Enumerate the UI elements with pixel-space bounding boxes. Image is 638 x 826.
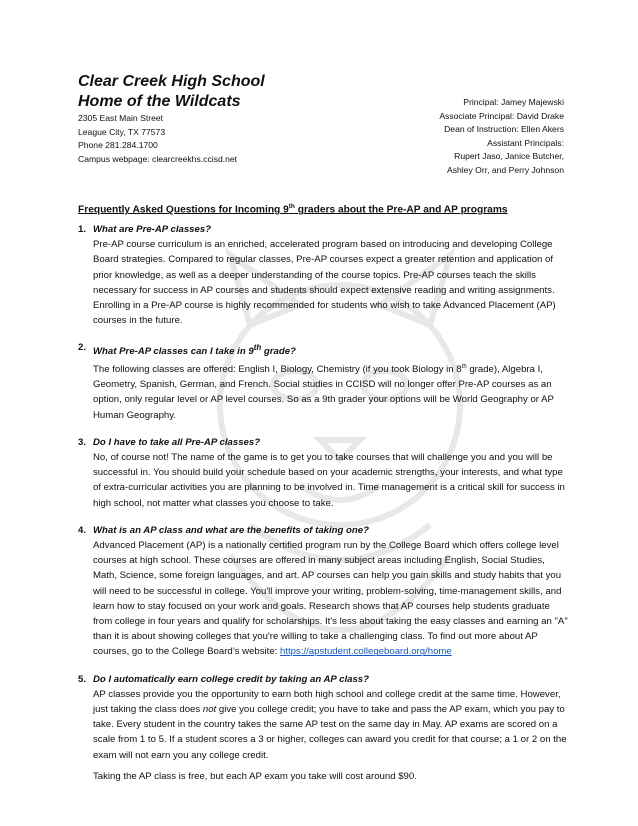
faq-item-2 (78, 340, 568, 422)
faq-question: What is an AP class and what are the benefits of taking one? (93, 524, 369, 536)
faq-question: Do I have to take all Pre-AP classes? (93, 436, 261, 448)
school-name: Clear Creek High School (78, 73, 265, 90)
phone: Phone 281.284.1700 (78, 140, 158, 150)
faq-answer: Pre-AP course curriculum is an enriched, accelerated program based on introducing and developing College Board strategies. Compared to regular classes, Pre-AP courses expect a greater retention and application of prior knowledge, as well as a deeper understanding of the course topics. Pre-AP courses teach the skills necessary for success in AP courses and students should expect extensive reading and writing assignments. Enrolling in a Pre-AP course is highly recommended for students who wish to take Advanced Placement (AP) courses in the future. (93, 239, 556, 327)
faq-question: Do I automatically earn college credit by taking an AP class? (93, 673, 369, 685)
faq-item-3 (78, 435, 568, 511)
principal: Principal: Jamey Majewski (463, 97, 564, 107)
faq-question: What are Pre-AP classes? (93, 224, 212, 235)
faq-number: 4. (78, 524, 87, 536)
associate-principal: Associate Principal: David Drake (439, 110, 564, 121)
address-line1: 2305 East Main Street (78, 113, 164, 123)
campus-webpage: Campus webpage: clearcreekhs.ccisd.net (78, 153, 238, 164)
assistant-principals-line1: Rupert Jaso, Janice Butcher, (454, 151, 564, 161)
letterhead (78, 72, 564, 175)
faq-number: 1. (78, 224, 87, 235)
assistant-principals-label: Assistant Principals: (487, 137, 564, 148)
faq-answer: The following classes are offered: English I, Biology, Chemistry (if you took Biology in 8th grade), Algebra I, Geometry, Spanish, German, and French. Social studies in CCISD will no longer offer Pre-AP courses as an option, only regular level or AP level courses. So as a 9th grader your options will be World Geography or AP Human Geography. (93, 363, 554, 421)
dean-of-instruction: Dean of Instruction: Ellen Akers (444, 124, 564, 134)
faq-item-5 (78, 672, 568, 784)
faq-number: 5. (78, 673, 87, 685)
faq-number: 2. (78, 342, 87, 354)
faq-item-4 (78, 523, 568, 660)
college-board-link[interactable]: https://apstudent.collegeboard.org/home (280, 646, 452, 658)
faq-item-1 (78, 222, 568, 328)
faq-answer: No, of course not! The name of the game is to get you to take courses that will challenge you and you will be successful in. You should build your schedule based on your academic strengths, your interests, and what type of extra-curricular activities you are planning to be involved in. Time management is a critical skill for success in high school, not matter what classes you choose to take. (93, 452, 565, 509)
faq-question: What Pre-AP classes can I take in 9th grade? (93, 343, 296, 358)
document-title: Frequently Asked Questions for Incoming 9th graders about the Pre-AP and AP programs (78, 203, 508, 216)
faq-answer: Advanced Placement (AP) is a nationally certified program run by the College Board which offers college level courses at high school. These courses are offered in many subject areas including English, Social Studies, Math, Science, some foreign languages, and art. AP courses can help you gain skills and study habits that you will need to be successful in college. You'll improve your writing, problem-solving, time-management skills, and learn how to stay focused on your work and goals. Research shows that AP courses help students graduate from college in four years and qualify for scholarships. It's less about taking the easy classes and earning an "A" than it is about showing colleges that you're willing to take a challenging class. To find out more about AP courses, go to the College Board’s website: https://apstudent.collegeboard.org/home (93, 540, 568, 658)
administration-info (439, 96, 564, 177)
exam-cost-note: Taking the AP class is free, but each AP exam you take will cost around $90. (93, 770, 417, 782)
address-line2: League City, TX 77573 (78, 126, 166, 137)
school-contact-info (78, 112, 237, 166)
faq-answer: AP classes provide you the opportunity to earn both high school and college credit at the same time. However, just taking the class does not give you college credit; you have to take and pass the AP exam, which you pay to take. Every student in the country takes the same AP test on the same day in May. AP exams are scored on a scale from 1 to 5. If a student scores a 3 or higher, colleges can award you credit for that course; a 1 or 2 on the exam will not earn you any college credit. (93, 688, 567, 761)
school-tagline: Home of the Wildcats (78, 93, 241, 110)
faq-number: 3. (78, 436, 87, 448)
assistant-principals-line2: Ashley Orr, and Perry Johnson (446, 164, 564, 175)
faq-list (78, 222, 568, 784)
